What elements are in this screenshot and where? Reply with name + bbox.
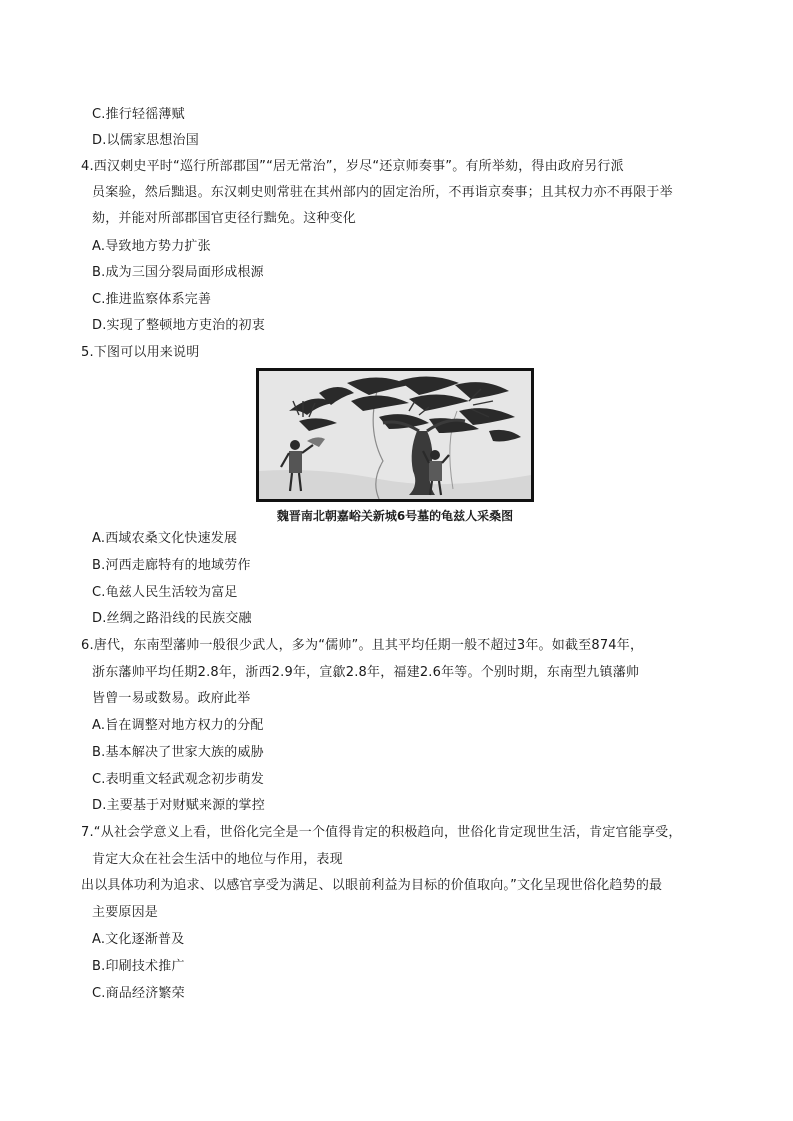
q4-option-d: D.实现了整顿地方吏治的初衷 xyxy=(92,318,265,333)
q7-stem-line-4: 主要原因是 xyxy=(92,905,159,920)
q5-option-c: C.龟兹人民生活较为富足 xyxy=(92,585,238,600)
figure-caption: 魏晋南北朝嘉峪关新城6号墓的龟兹人采桑图 xyxy=(276,509,514,523)
q7-option-a: A.文化逐渐普及 xyxy=(92,932,185,947)
q6-stem-line-2: 浙东藩帅平均任期2.8年，浙西2.9年，宣歙2.8年，福建2.6年等。个别时期，东南型九镇藩帅 xyxy=(92,665,640,680)
q3-option-c: C.推行轻徭薄赋 xyxy=(92,107,185,122)
q5-stem: 5.下图可以用来说明 xyxy=(81,345,200,360)
q7-stem-line-1: 7.“从社会学意义上看，世俗化完全是一个值得肯定的积极趋向，世俗化肯定现世生活，肯定官能享受， xyxy=(81,825,682,840)
q5-option-a: A.西域农桑文化快速发展 xyxy=(92,531,238,546)
q5-option-b: B.河西走廊特有的地域劳作 xyxy=(92,558,251,573)
q6-stem-line-3: 皆曾一易或数易。政府此举 xyxy=(92,691,251,706)
q6-option-d: D.主要基于对财赋来源的掌控 xyxy=(92,798,265,813)
q4-option-a: A.导致地方势力扩张 xyxy=(92,239,211,254)
q4-stem-line-2: 员案验，然后黜退。东汉刺史则常驻在其州部内的固定治所，不再诣京奏事；且其权力亦不再限于举 xyxy=(92,185,673,200)
q7-option-c: C.商品经济繁荣 xyxy=(92,986,185,1001)
mulberry-picking-mural-image xyxy=(256,368,534,502)
q7-stem-line-3: 出以具体功利为追求、以感官享受为满足、以眼前利益为目标的价值取向。”文化呈现世俗化趋势的最 xyxy=(81,878,663,893)
q4-option-b: B.成为三国分裂局面形成根源 xyxy=(92,265,264,280)
q6-option-c: C.表明重文轻武观念初步萌发 xyxy=(92,772,265,787)
q6-option-b: B.基本解决了世家大族的威胁 xyxy=(92,745,264,760)
q3-option-d: D.以儒家思想治国 xyxy=(92,133,199,148)
q4-option-c: C.推进监察体系完善 xyxy=(92,292,212,307)
q4-stem-line-1: 4.西汉刺史平时“巡行所部郡国”“居无常治”，岁尽“还京师奏事”。有所举劾，得由政府另行派 xyxy=(81,159,624,174)
q6-option-a: A.旨在调整对地方权力的分配 xyxy=(92,718,264,733)
q7-option-b: B.印刷技术推广 xyxy=(92,959,185,974)
q4-stem-line-3: 劾，并能对所部郡国官吏径行黜免。这种变化 xyxy=(92,211,357,226)
q5-option-d: D.丝绸之路沿线的民族交融 xyxy=(92,611,252,626)
q7-stem-line-2: 肯定大众在社会生活中的地位与作用，表现 xyxy=(92,852,343,867)
q6-stem-line-1: 6.唐代，东南型藩帅一般很少武人，多为“儒帅”。且其平均任期一般不超过3年。如截至874年， xyxy=(81,638,644,653)
